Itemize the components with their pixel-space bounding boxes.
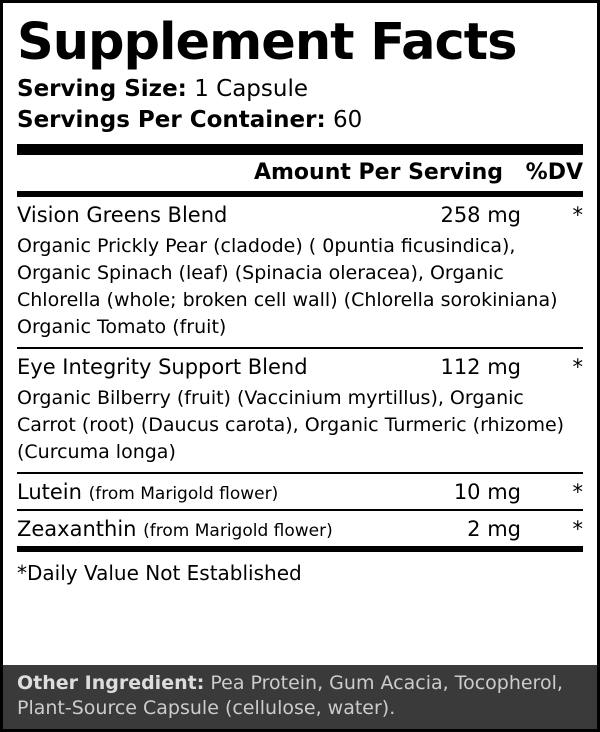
- nutrient-amount: 2 mg: [467, 516, 521, 541]
- nutrient-source: (from Marigold flower): [88, 483, 279, 504]
- servings-per-container-line: [17, 105, 583, 136]
- table-row: [17, 349, 583, 384]
- serving-size-value: 1 Capsule: [194, 76, 308, 102]
- panel-title: Supplement Facts: [17, 13, 517, 72]
- percent-dv-header: %DV: [525, 160, 583, 186]
- other-ingredient-bar: [3, 665, 597, 729]
- servings-per-container-label: Servings Per Container:: [17, 107, 326, 134]
- amount-per-serving-header: Amount Per Serving: [253, 160, 503, 186]
- serving-size-label: Serving Size:: [17, 76, 187, 102]
- table-header-row: [17, 155, 583, 191]
- other-ingredient-label: Other Ingredient:: [17, 671, 205, 694]
- nutrient-source: (from Marigold flower): [143, 520, 333, 541]
- nutrient-amount: 112 mg: [440, 354, 521, 379]
- nutrient-dv: *: [572, 354, 583, 379]
- nutrient-name: Zeaxanthin: [17, 516, 137, 541]
- serving-size-line: [17, 74, 583, 105]
- nutrient-dv: *: [572, 479, 583, 504]
- nutrient-name: Eye Integrity Support Blend: [17, 354, 308, 379]
- table-row: [17, 474, 583, 509]
- blend-description: Organic Bilberry (fruit) (Vaccinium myrtillus), Organic Carrot (root) (Daucus carota), Organic Turmeric (rhizome) (Curcuma longa): [17, 386, 565, 463]
- daily-value-footnote: *Daily Value Not Established: [17, 560, 302, 585]
- other-ingredient-value: Pea Protein, Gum Acacia, Tocopherol, Plant-Source Capsule (cellulose, water).: [17, 671, 563, 719]
- blend-description: Organic Prickly Pear (cladode) ( 0puntia ficusindica), Organic Spinach (leaf) (Spinacia oleracea), Organic Chlorella (whole; broken cell wall) (Chlorella sorokiniana) Organic Tomato (fruit): [17, 235, 558, 338]
- servings-per-container-value: 60: [333, 107, 363, 134]
- divider-thick-top: [17, 144, 583, 155]
- nutrient-name-group: [17, 480, 381, 504]
- table-row: [17, 511, 583, 546]
- nutrient-name-group: [17, 517, 381, 541]
- nutrient-amount: 10 mg: [453, 479, 521, 504]
- nutrient-name: Lutein: [17, 479, 82, 504]
- nutrient-amount: 258 mg: [440, 203, 521, 228]
- nutrient-dv: *: [572, 516, 583, 541]
- nutrient-name: Vision Greens Blend: [17, 203, 228, 228]
- table-row: [17, 197, 583, 232]
- nutrient-dv: *: [572, 203, 583, 228]
